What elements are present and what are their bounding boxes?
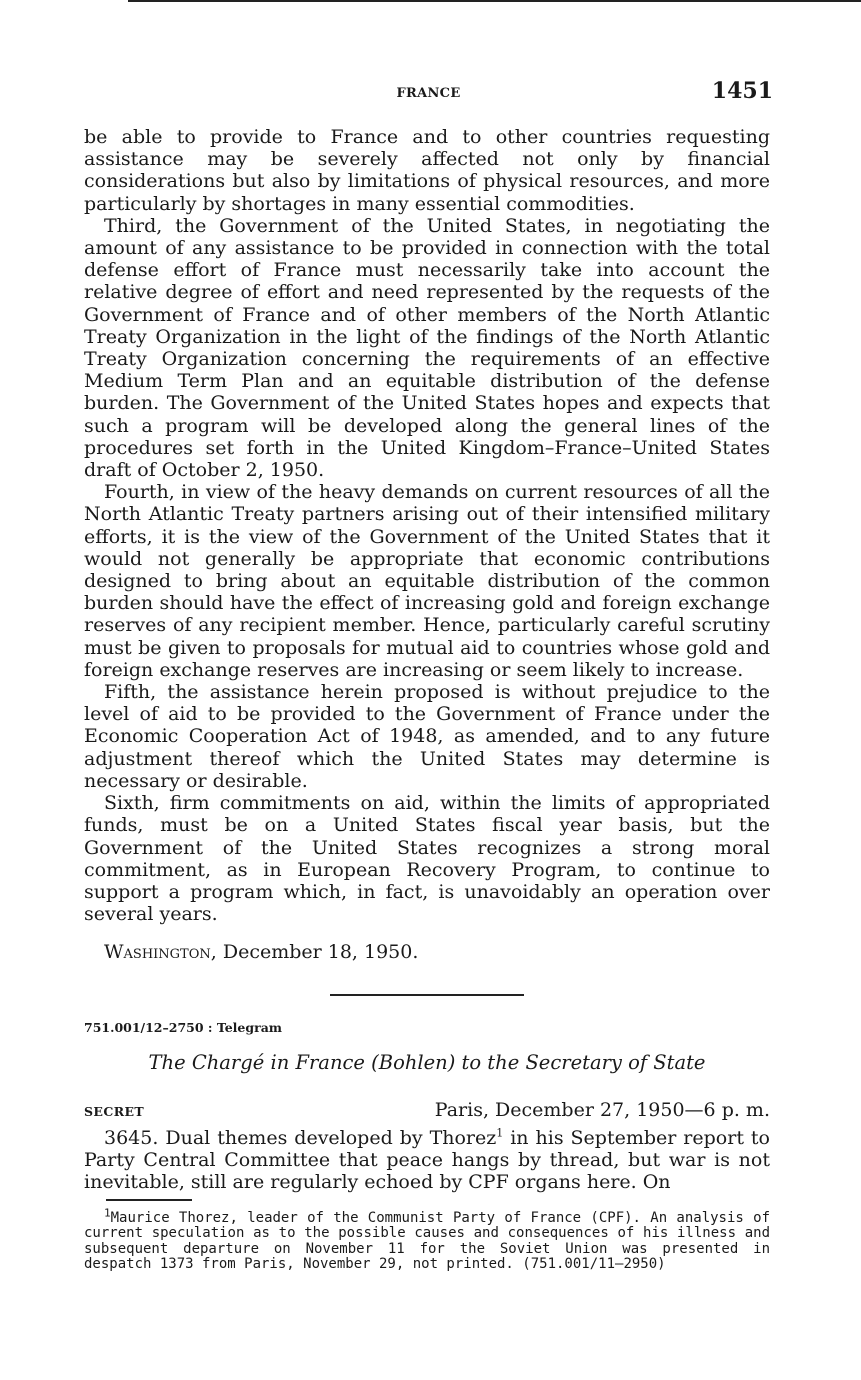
page-body [84,126,770,1273]
footnote-marker: 1 [104,1205,111,1219]
document-title: The Chargé in France (Bohlen) to the Secretary of State [148,1050,706,1074]
file-reference: 751.001/12–2750 : Telegram [84,1019,283,1035]
signature-date: , December 18, 1950. [210,941,419,964]
signature-place: Washington [104,941,211,964]
paragraph-sixth: Sixth, firm commitments on aid, within the limits of appropriated funds, must be on a United States fiscal year basis, but the Government of the United States recognizes a strong moral commitment, as in European Recovery Program, to continue to support a program which, in fact, is unavoidably an operation over several years. [84,792,770,926]
message-text-after: in his September report to Party Central Committee that peace hangs by thread, but war is not inevitable, still are regularly echoed by CPF organs here. On [84,1126,770,1193]
paragraph-fourth: Fourth, in view of the heavy demands on current resources of all the North Atlantic Treaty partners arising out of their intensified military efforts, it is the view of the Government of the United States that it would not generally be appropriate that economic contributions designed to bring about an equitable distribution of the common burden should have the effect of increasing gold and foreign exchange reserves of any recipient member. Hence, particularly careful scrutiny must be given to proposals for mutual aid to countries whose gold and foreign exchange reserves are increasing or seem likely to increase. [84,481,770,681]
page-number: 1451 [711,78,773,104]
page-header [84,78,773,110]
top-border-line [128,0,861,2]
signature-line [84,941,770,963]
paragraph-fifth: Fifth, the assistance herein proposed is without prejudice to the level of aid to be provided to the Government of France under the Economic Cooperation Act of 1948, as amended, and to any future adjustment thereof which the United States may determine is necessary or desirable. [84,681,770,792]
section-divider [330,994,524,996]
message-text-before: 3645. Dual themes developed by Thorez [104,1126,497,1149]
dateline: Paris, December 27, 1950—6 p. m. [434,1098,770,1121]
running-title: FRANCE [396,86,461,101]
dateline-row [84,1099,770,1121]
footnote-reference: 1 [496,1126,504,1140]
footnote-text: Maurice Thorez, leader of the Communist Party of France (CPF). An analysis of current speculation as to the possible causes and consequences of his illness and subsequent departure on November 11 for the Soviet Union was presented in despatch 1373 from Paris, November 29, not printed. (751.001/11–2950) [84,1209,770,1273]
footnote-rule [106,1199,192,1201]
footnote [84,1205,770,1273]
paragraph-third: Third, the Government of the United States, in negotiating the amount of any assistance to be provided in connection with the total defense effort of France must necessarily take into account the relative degree of effort and need represented by the requests of the Government of France and of other members of the North Atlantic Treaty Organization in the light of the findings of the North Atlantic Treaty Organization concerning the requirements of an effective Medium Term Plan and an equitable distribution of the defense burden. The Government of the United States hopes and expects that such a program will be developed along the general lines of the procedures set forth in the United Kingdom–France–United States draft of October 2, 1950. [84,214,770,482]
message-text [84,1127,770,1194]
paragraph-continuation: be able to provide to France and to other countries requesting assistance may be severely affected not only by financial considerations but also by limitations of physical resources, and more particularly by shortages in many essential commodities. [84,126,770,215]
classification-label: SECRET [84,1103,145,1119]
